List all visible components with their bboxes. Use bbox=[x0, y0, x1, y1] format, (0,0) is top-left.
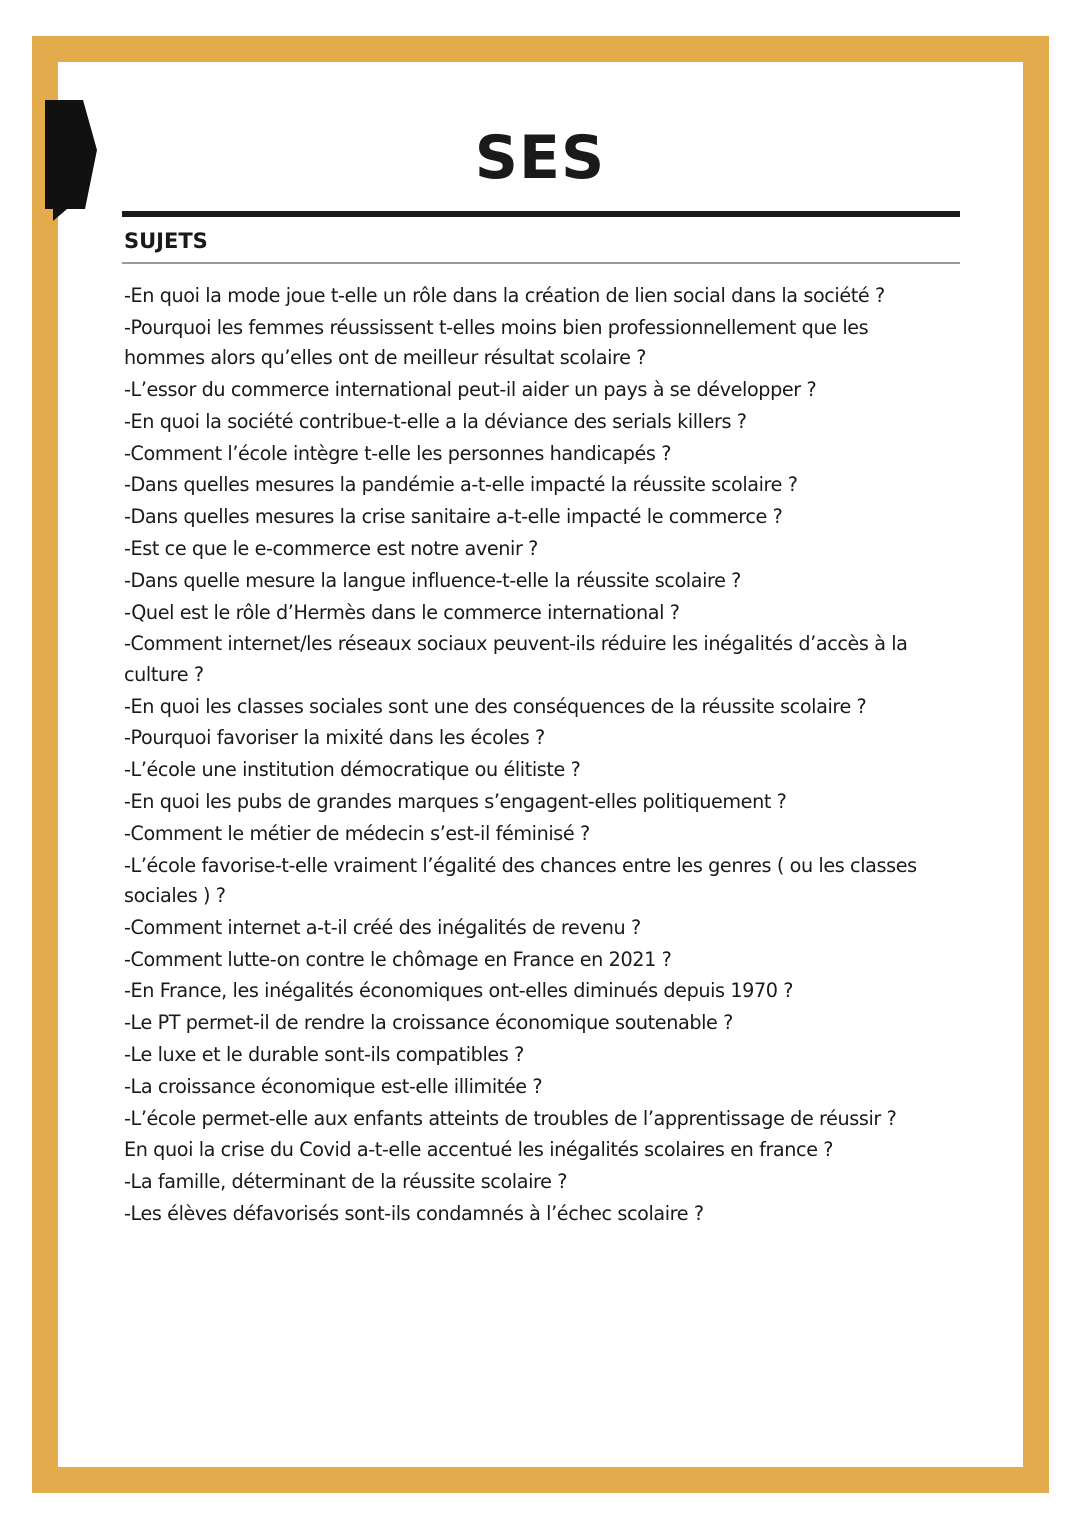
section-heading: SUJETS bbox=[124, 229, 208, 253]
topic-item: -Les élèves défavorisés sont-ils condamnés à l’échec scolaire ? bbox=[124, 1201, 704, 1225]
topic-item: -Dans quelles mesures la pandémie a-t-elle impacté la réussite scolaire ? bbox=[124, 473, 798, 497]
topic-item: -Le luxe et le durable sont-ils compatibles ? bbox=[124, 1042, 524, 1066]
topic-item: -Est ce que le e-commerce est notre avenir ? bbox=[124, 536, 538, 560]
topic-item: -L’essor du commerce international peut-il aider un pays à se développer ? bbox=[124, 378, 817, 401]
topic-item: -Pourquoi les femmes réussissent t-elles moins bien professionnellement que les hommes alors qu’elles ont de meilleur résultat scolaire ? bbox=[124, 315, 869, 370]
topic-item: -Dans quelle mesure la langue influence-t-elle la réussite scolaire ? bbox=[124, 568, 741, 592]
topic-item: -La famille, déterminant de la réussite scolaire ? bbox=[124, 1170, 567, 1194]
topic-item: -Comment internet a-t-il créé des inégalités de revenu ? bbox=[124, 915, 641, 939]
topic-item: -En quoi les pubs de grandes marques s’engagent-elles politiquement ? bbox=[124, 789, 787, 813]
topic-item: -En quoi les classes sociales sont une des conséquences de la réussite scolaire ? bbox=[124, 694, 867, 718]
title-divider bbox=[122, 211, 960, 217]
topic-item: En quoi la crise du Covid a-t-elle accentué les inégalités scolaires en france ? bbox=[124, 1138, 834, 1162]
topic-item: -Comment l’école intègre t-elle les personnes handicapés ? bbox=[124, 441, 672, 465]
topic-item: -En quoi la société contribue-t-elle a la déviance des serials killers ? bbox=[124, 409, 747, 433]
topics-list bbox=[124, 281, 954, 1231]
topic-item: -Comment lutte-on contre le chômage en France en 2021 ? bbox=[124, 947, 672, 971]
topic-item: -En France, les inégalités économiques ont-elles diminués depuis 1970 ? bbox=[124, 979, 794, 1003]
topic-item: -Comment internet/les réseaux sociaux peuvent-ils réduire les inégalités d’accès à la culture ? bbox=[124, 632, 908, 686]
page-title: SES bbox=[474, 123, 606, 193]
topic-item: -Le PT permet-il de rendre la croissance économique soutenable ? bbox=[124, 1011, 733, 1035]
topic-item: -L’école permet-elle aux enfants atteints de troubles de l’apprentissage de réussir ? bbox=[124, 1106, 897, 1130]
topic-item: -L’école favorise-t-elle vraiment l’égalité des chances entre les genres ( ou les classes sociales ) ? bbox=[124, 853, 917, 907]
topic-item: -Comment le métier de médecin s’est-il féminisé ? bbox=[124, 821, 590, 845]
section-divider bbox=[122, 262, 960, 264]
topic-item: -Pourquoi favoriser la mixité dans les écoles ? bbox=[124, 726, 545, 750]
topic-item: -Dans quelles mesures la crise sanitaire a-t-elle impacté le commerce ? bbox=[124, 505, 783, 529]
topic-item: -L’école une institution démocratique ou élitiste ? bbox=[124, 758, 581, 782]
topic-item: -La croissance économique est-elle illimitée ? bbox=[124, 1074, 543, 1098]
topic-item: -Quel est le rôle d’Hermès dans le commerce international ? bbox=[124, 600, 680, 624]
topic-item: -En quoi la mode joue t-elle un rôle dans la création de lien social dans la société ? bbox=[124, 284, 885, 307]
